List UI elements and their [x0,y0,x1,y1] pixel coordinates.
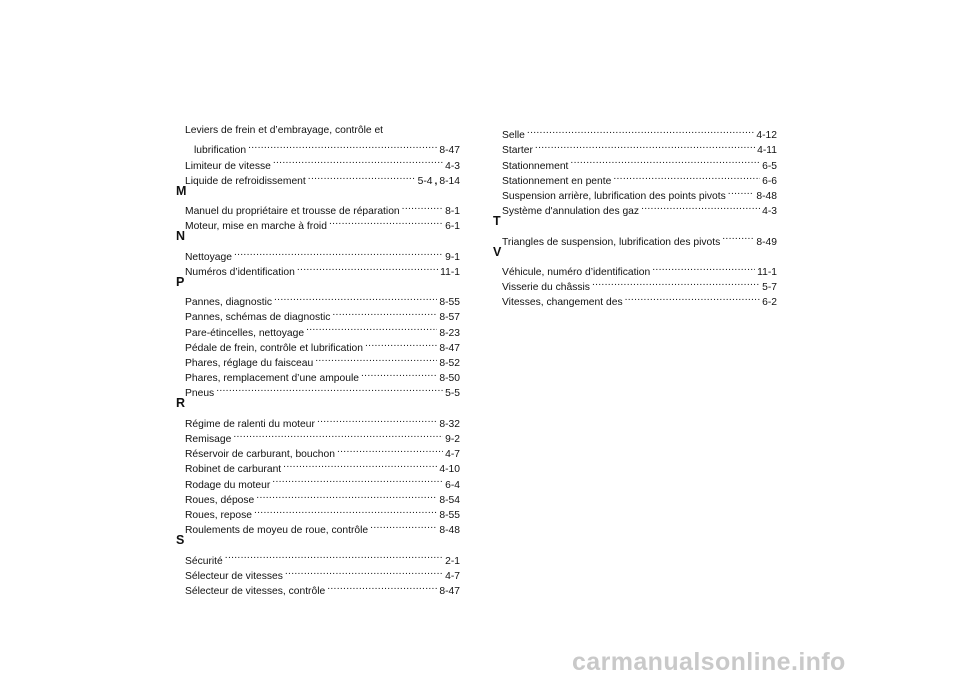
index-entry-label: Robinet de carburant [185,464,282,476]
index-entry-page: 6-1 [445,221,460,233]
dot-leader [722,229,754,244]
dot-leader [315,351,437,366]
index-entry-page: 4-10 [439,464,460,476]
index-section-letter: T [493,214,501,229]
index-entry-label: Pédale de frein, contrôle et lubrification [185,342,364,354]
dot-leader [308,169,416,184]
index-entry-label: Pannes, diagnostic [185,297,273,309]
index-entry-roues-depose [185,488,460,506]
dot-leader [361,366,437,381]
dot-leader [317,412,437,427]
index-entry-page: 8-50 [439,373,460,385]
index-entry-label: Stationnement [502,160,569,172]
dot-leader [306,320,437,335]
index-entry-phares-remplacement-d-une-ampoule [185,366,460,385]
index-entry-first-line: Leviers de frein et d’embrayage, contrôle et [185,125,384,136]
index-entry-page: 5-5 [445,388,460,400]
index-entry-manuel-du-proprietaire-et-trousse-de-rep [185,199,460,218]
index-entry-label: Phares, remplacement d’une ampoule [185,373,360,385]
dot-leader [365,336,437,351]
index-entry-selecteur-de-vitesses-controle [185,579,460,597]
index-entry-liquide-de-refroidissement [185,169,460,187]
index-entry-label: Pneus [185,388,215,400]
dot-leader [297,260,438,275]
index-entry-page: 8-1 [445,206,460,218]
index-column-right [493,123,777,309]
index-section-letter: M [176,183,187,198]
dot-leader [225,548,443,563]
index-entry-page: 8-48 [439,525,460,537]
index-column-left [176,123,460,597]
index-entry-vehicule-numero-d-identification [502,260,777,278]
dot-leader [329,214,443,229]
dot-leader [527,123,754,138]
index-entry-page: 9-1 [445,251,460,263]
index-entry-pannes-schemas-de-diagnostic [185,305,460,324]
index-entry-label: Nettoyage [185,251,232,263]
dot-leader [570,153,760,168]
index-entry-page: 9-2 [445,434,460,445]
index-entry-label: Rodage du moteur [185,479,271,491]
index-entry-page: 8-14 [439,175,460,187]
index-entry-page: 8-47 [439,342,460,354]
dot-leader [728,184,755,199]
dot-leader [283,457,437,472]
index-entry-label: Liquide de refroidissement [185,175,306,187]
index-entry-rodage-du-moteur [185,472,460,491]
index-entry-label: Remisage [185,434,232,445]
index-entry-page: 11-1 [757,266,777,278]
index-entry-page: 4-7 [445,449,460,461]
dot-leader [402,199,443,214]
index-entry-label: Suspension arrière, lubrification des points pivots [502,190,726,202]
dot-leader [625,290,761,305]
dot-leader [273,153,443,168]
index-entry-page: 4-12 [756,130,777,142]
index-entry-limiteur-de-vitesse [185,153,460,172]
dot-leader [272,472,443,487]
index-entry-vitesses-changement-des [502,290,777,309]
index-entry-page: 6-6 [762,175,777,187]
index-entry-selecteur-de-vitesses [185,564,460,582]
index-entry-label: lubrification [194,145,247,157]
index-entry-robinet-de-carburant [185,457,460,476]
index-entry-label: Numéros d’identification [185,266,295,278]
index-entry-page: 4-3 [762,206,777,218]
index-entry-label: Pannes, schémas de diagnostic [185,312,331,324]
index-entry-page: 6-4 [445,479,460,491]
index-entry-visserie-du-chassis [502,275,777,294]
dot-leader [641,199,760,214]
index-entry-securite [185,548,460,567]
index-entry-page: 8-52 [439,358,460,370]
dot-leader [274,290,437,305]
dot-leader [337,442,443,457]
index-entry-page: 2-1 [445,555,460,567]
index-entry-page: 8-47 [439,145,460,157]
index-entry-phares-reglage-du-faisceau [185,351,460,370]
watermark: carmanualsonline.info [572,648,846,676]
index-entry-systeme-d-annulation-des-gaz [502,199,777,218]
index-section-letter: R [176,396,186,411]
index-entry-label: Moteur, mise en marche à froid [185,221,327,233]
index-entry-label: Réservoir de carburant, bouchon [185,449,335,461]
dot-leader [535,138,755,153]
index-section-letter: P [176,274,185,289]
index-entry-label: Phares, réglage du faisceau [185,358,314,370]
index-entry-numeros-d-identification [185,260,460,278]
index-entry-page: 8-49 [756,236,777,248]
dot-leader [216,381,443,396]
index-entry-label: Selle [502,130,525,142]
index-entry-label: Pare-étincelles, nettoyage [185,327,305,339]
index-entry-suspension-arriere-lubrification-des-poi [502,184,777,202]
index-entry-label: Sélecteur de vitesses, contrôle [185,585,326,597]
index-entry-pneus [185,381,460,400]
dot-leader [327,579,437,594]
index-entry-roulements-de-moyeu-de-roue-controle [185,518,460,537]
index-entry-page: 8-55 [439,297,460,309]
index-entry-label: Triangles de suspension, lubrification des pivots [502,236,721,248]
dot-leader [256,488,437,503]
index-entry-page: 8-47 [439,585,460,597]
index-entry-pannes-diagnostic [185,290,460,309]
index-entry-lubrification [194,138,460,157]
index-entry-page: 6-5 [762,160,777,172]
dot-leader [592,275,760,290]
dot-leader [248,138,437,153]
index-entry-label: Système d'annulation des gaz [502,206,640,218]
index-entry-label: Limiteur de vitesse [185,160,271,172]
index-entry-label: Roues, dépose [185,494,255,506]
dot-leader [285,564,443,579]
index-entry-page: 8-23 [439,327,460,339]
dot-leader [370,518,437,533]
index-entry-page: 8-32 [439,418,460,430]
dot-leader [234,245,443,260]
index-entry-regime-de-ralenti-du-moteur [185,412,460,430]
index-entry-label: Sélecteur de vitesses [185,570,283,582]
index-entry-label: Manuel du propriétaire et trousse de réparation [185,206,400,218]
index-entry-label: Roues, repose [185,509,252,521]
index-section-letter: V [493,244,502,259]
index-entry-label: Stationnement en pente [502,175,612,187]
dot-leader [613,169,760,184]
index-entry-page: 4-3 [445,160,460,172]
dot-leader [332,305,437,320]
index-entry-starter [502,138,777,157]
index-entry-label: Véhicule, numéro d’identification [502,266,651,278]
index-entry-page: 8-57 [439,312,460,324]
index-entry-reservoir-de-carburant-bouchon [185,442,460,461]
index-section-letter: N [176,229,186,244]
index-entry-pedale-de-frein-controle-et-lubrificatio [185,336,460,354]
page-separator: , [434,175,438,187]
index-entry-label: Vitesses, changement des [502,297,623,309]
index-entry-roues-repose [185,503,460,521]
index-entry-label: Visserie du châssis [502,282,590,294]
index-entry-pare-etincelles-nettoyage [185,320,460,339]
index-entry-moteur-mise-en-marche-a-froid [185,214,460,233]
index-entry-page: 4-11 [757,145,777,157]
index-entry-remisage [185,427,460,445]
index-entry-page: 8-55 [439,509,460,521]
index-entry-label: Régime de ralenti du moteur [185,418,315,430]
index-entry-nettoyage [185,245,460,263]
index-entry-stationnement [502,153,777,172]
index-entry-page: 8-48 [756,190,777,202]
index-entry-label: Roulements de moyeu de roue, contrôle [185,525,369,537]
dot-leader [254,503,437,518]
index-entry-label: Starter [502,145,533,157]
dot-leader [233,427,443,442]
index-entry-page: 11-1 [440,266,460,278]
index-entry-triangles-de-suspension-lubrification-de [502,229,777,248]
index-entry-page: 8-54 [439,494,460,506]
index-entry-page: 5-4 [417,175,433,187]
index-entry-label: Sécurité [185,555,223,567]
index-entry-selle [502,123,777,142]
index-entry-page: 5-7 [762,282,777,294]
index-entry-stationnement-en-pente [502,169,777,187]
dot-leader [652,260,755,275]
index-entry-page: 4-7 [445,570,460,582]
index-entry-page: 6-2 [762,297,777,309]
index-section-letter: S [176,533,185,548]
